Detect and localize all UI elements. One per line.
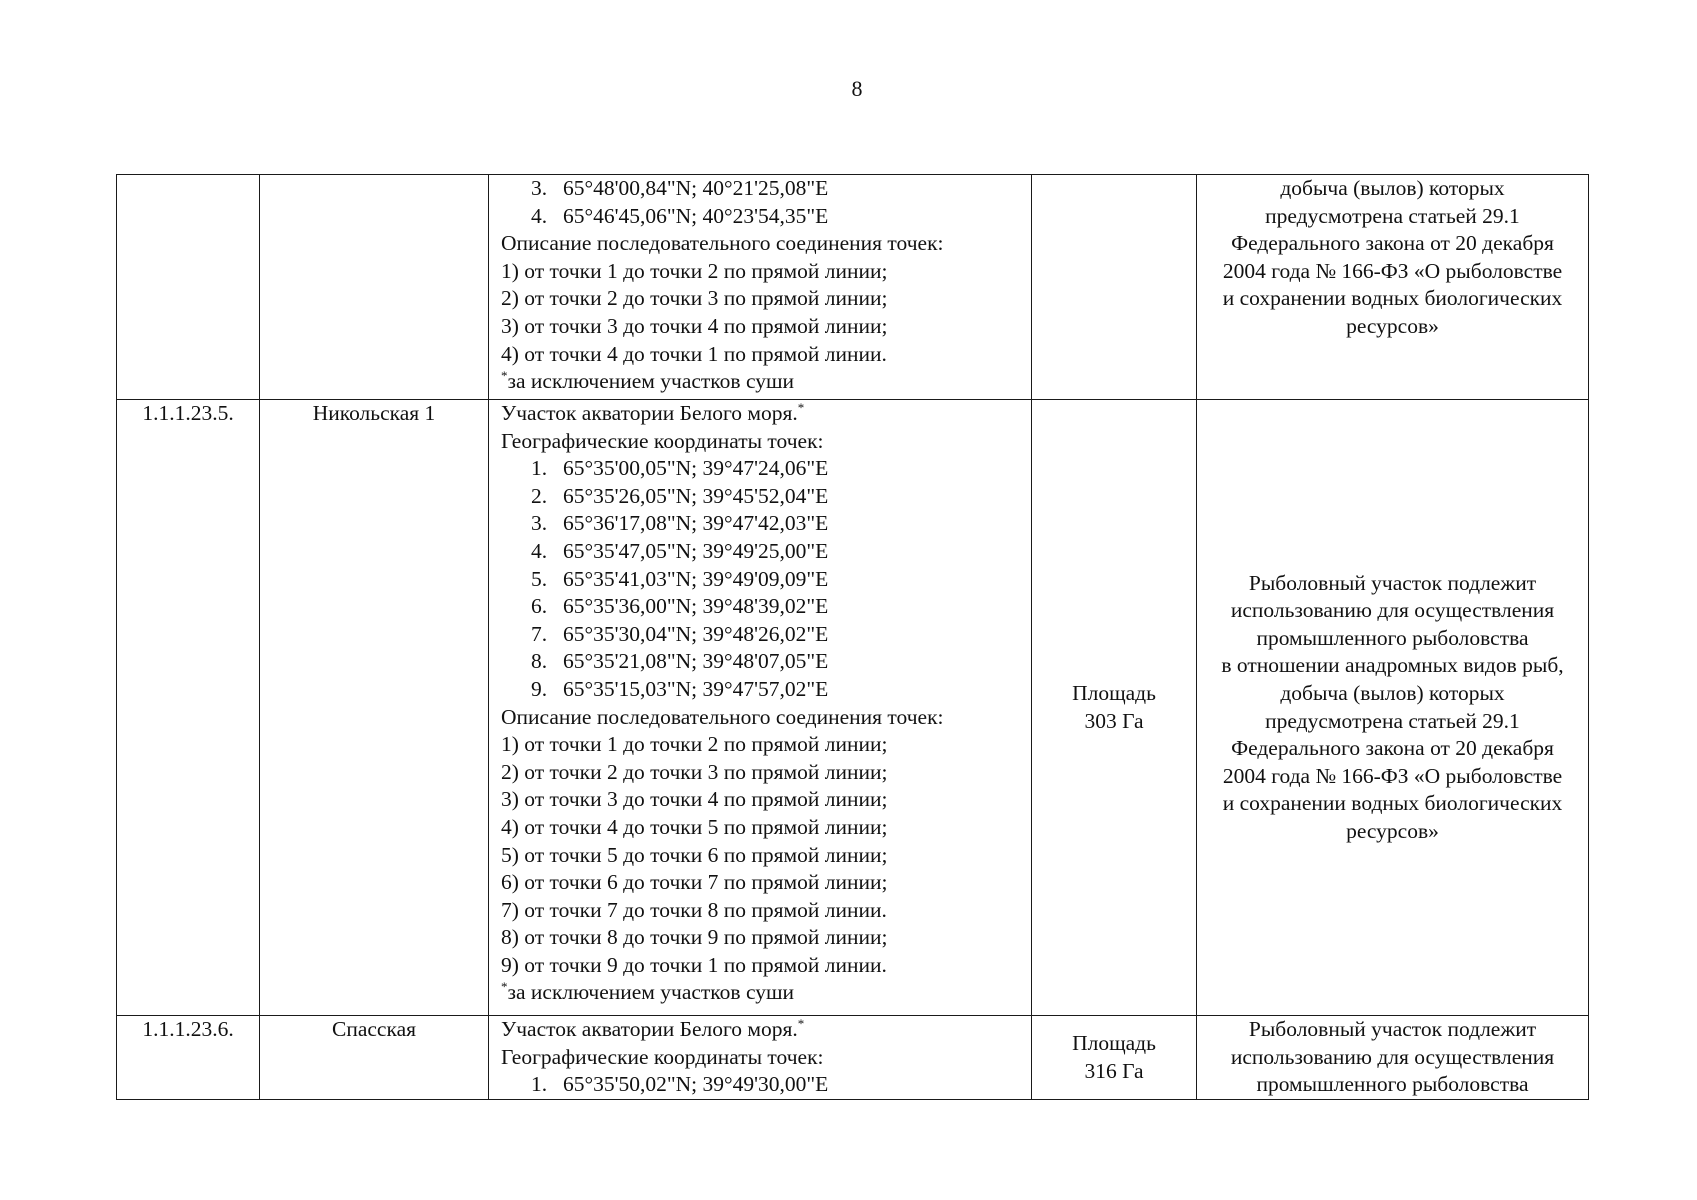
exclusion-note: *за исключением участков суши xyxy=(501,979,795,1005)
coordinate-line: 1. 65°35'00,05"N; 39°47'24,06"E xyxy=(531,456,829,481)
segment-line: 1) от точки 1 до точки 2 по прямой линии; xyxy=(501,732,888,757)
area-name-cell: Никольская 1 xyxy=(260,400,489,1016)
area-title: Участок акватории Белого моря.* xyxy=(501,399,805,425)
segment-line: 2) от точки 2 до точки 3 по прямой линии; xyxy=(501,759,888,784)
exclusion-note: *за исключением участков суши xyxy=(501,368,795,394)
segment-line: 8) от точки 8 до точки 9 по прямой линии; xyxy=(501,925,888,950)
description-cell xyxy=(489,1016,1032,1100)
table-row xyxy=(117,400,1589,1016)
table-row xyxy=(117,175,1589,400)
row-number-cell xyxy=(117,175,260,400)
area-value: 316 Га xyxy=(1084,1058,1144,1083)
connection-heading: Описание последовательного соединения точек: xyxy=(501,704,944,729)
description-cell xyxy=(489,400,1032,1016)
coordinate-line: 5. 65°35'41,03"N; 39°49'09,09"E xyxy=(531,566,829,591)
segment-line: 3) от точки 3 до точки 4 по прямой линии; xyxy=(501,787,888,812)
coordinates-heading: Географические координаты точек: xyxy=(501,1044,824,1069)
area-size-cell xyxy=(1032,175,1197,400)
coordinate-line: 3. 65°48'00,84"N; 40°21'25,08"E xyxy=(531,176,829,200)
area-title: Участок акватории Белого моря.* xyxy=(501,1015,805,1041)
coordinates-heading: Географические координаты точек: xyxy=(501,428,824,453)
coordinate-line: 7. 65°35'30,04"N; 39°48'26,02"E xyxy=(531,621,829,646)
coordinate-line: 1. 65°35'50,02"N; 39°49'30,00"E xyxy=(531,1072,829,1097)
row-number-cell: 1.1.1.23.6. xyxy=(117,1016,260,1100)
coordinate-line: 4. 65°46'45,06"N; 40°23'54,35"E xyxy=(531,203,829,228)
fishing-areas-table xyxy=(116,174,1589,1100)
area-size-cell xyxy=(1032,1016,1197,1100)
segment-line: 4) от точки 4 до точки 5 по прямой линии; xyxy=(501,814,888,839)
segment-line: 5) от точки 5 до точки 6 по прямой линии; xyxy=(501,842,888,867)
coordinate-line: 8. 65°35'21,08"N; 39°48'07,05"E xyxy=(531,649,829,674)
coordinate-line: 6. 65°35'36,00"N; 39°48'39,02"E xyxy=(531,594,829,619)
usage-note-cell: Рыболовный участок подлежит использованию для осуществления промышленного рыболовства в отношении анадромных видов рыб, добыча (вылов) которых предусмотрена статьей 29.1 Федерального закона от 20 декабря 2004 года № 166-ФЗ «О рыболовстве и сохранении водных биологических ресурсов» xyxy=(1197,400,1589,1016)
coordinate-line: 9. 65°35'15,03"N; 39°47'57,02"E xyxy=(531,676,829,701)
area-label: Площадь xyxy=(1072,1030,1156,1055)
connection-heading: Описание последовательного соединения точек: xyxy=(501,231,944,256)
segment-line: 1) от точки 1 до точки 2 по прямой линии; xyxy=(501,258,888,283)
row-number-cell: 1.1.1.23.5. xyxy=(117,400,260,1016)
coordinate-line: 2. 65°35'26,05"N; 39°45'52,04"E xyxy=(531,483,829,508)
area-value: 303 Га xyxy=(1084,708,1144,733)
usage-note-cell: Рыболовный участок подлежит использованию для осуществления промышленного рыболовства xyxy=(1197,1016,1589,1100)
segment-line: 4) от точки 4 до точки 1 по прямой линии. xyxy=(501,341,887,366)
table-row xyxy=(117,1016,1589,1100)
usage-note-cell: добыча (вылов) которых предусмотрена статьей 29.1 Федерального закона от 20 декабря 2004 года № 166-ФЗ «О рыболовстве и сохранении водных биологических ресурсов» xyxy=(1197,175,1589,400)
segment-line: 7) от точки 7 до точки 8 по прямой линии. xyxy=(501,897,887,922)
area-size-cell xyxy=(1032,400,1197,1016)
area-name-cell: Спасская xyxy=(260,1016,489,1100)
segment-line: 6) от точки 6 до точки 7 по прямой линии; xyxy=(501,870,888,895)
area-label: Площадь xyxy=(1072,680,1156,705)
segment-line: 9) от точки 9 до точки 1 по прямой линии. xyxy=(501,952,887,977)
page-number: 8 xyxy=(851,76,863,101)
area-name-cell xyxy=(260,175,489,400)
segment-line: 3) от точки 3 до точки 4 по прямой линии; xyxy=(501,313,888,338)
coordinate-line: 4. 65°35'47,05"N; 39°49'25,00"E xyxy=(531,538,829,563)
coordinate-line: 3. 65°36'17,08"N; 39°47'42,03"E xyxy=(531,511,829,536)
segment-line: 2) от точки 2 до точки 3 по прямой линии; xyxy=(501,286,888,311)
description-cell xyxy=(489,175,1032,400)
